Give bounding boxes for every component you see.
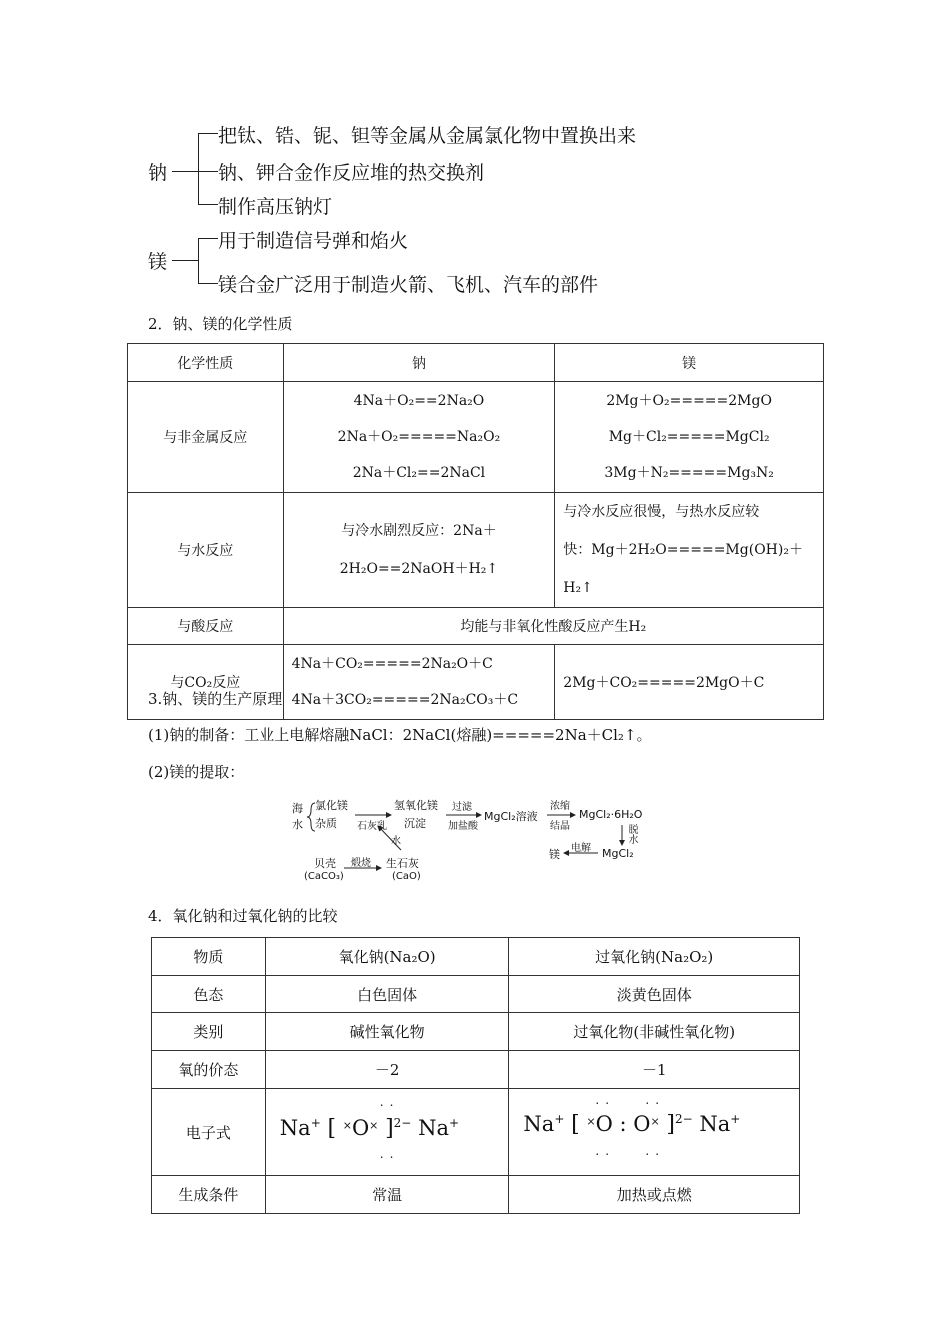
table-cell: 加热或点燃 [509, 1176, 800, 1214]
table-row [128, 608, 824, 645]
sodium-use-2: 钠、钾合金作反应堆的热交换剂 [218, 162, 485, 184]
row-label: 生成条件 [152, 1176, 266, 1214]
mgcl2-anhydrous: MgCl₂ [602, 847, 634, 860]
sea-label-1: 海 [292, 802, 303, 815]
equation: 4Na＋CO₂=====2Na₂O＋C [291, 656, 493, 672]
section3-line1: (1)钠的制备：工业上电解熔融NaCl：2NaCl(熔融)=====2Na＋Cl₂↑。 [148, 726, 652, 744]
caco3-label: (CaCO₃) [304, 871, 344, 882]
electron-dots: .. [379, 1095, 400, 1109]
electrolysis-label: 电解 [571, 843, 591, 854]
magnesium-use-1: 用于制造信号弹和焰火 [218, 230, 409, 252]
shell-label: 贝壳 [314, 857, 336, 870]
row-label: 色态 [152, 976, 266, 1013]
equation: Mg＋Cl₂=====MgCl₂ [608, 429, 770, 445]
equation: 与冷水剧烈反应：2Na＋ [341, 523, 497, 539]
precipitate: 沉淀 [404, 817, 426, 830]
na-cell [283, 382, 555, 493]
table-cell: 淡黄色固体 [509, 976, 800, 1013]
water-label: 水 [391, 836, 401, 847]
acid-label: 加盐酸 [448, 821, 478, 832]
na-cell [283, 645, 555, 720]
equation: 2Mg＋O₂=====2MgO [606, 393, 772, 409]
table-cell: 常温 [265, 1176, 509, 1214]
header-cell: 镁 [555, 344, 824, 382]
sodium-use-1: 把钛、锆、铌、钽等金属从金属氯化物中置换出来 [218, 125, 637, 147]
section3-line2: (2)镁的提取： [148, 763, 245, 781]
electron-dots: .. [645, 1093, 666, 1107]
header-cell: 过氧化钠(Na₂O₂) [509, 938, 800, 976]
quicklime-label: 生石灰 [386, 857, 419, 870]
row-label: 类别 [152, 1013, 266, 1051]
na2o2-electron-formula [509, 1089, 800, 1176]
header-cell: 化学性质 [128, 344, 284, 382]
table-row [152, 976, 800, 1013]
row-label: 与酸反应 [128, 608, 284, 645]
equation: 快：Mg＋2H₂O=====Mg(OH)₂＋H₂↑ [563, 542, 803, 596]
table-header-row [128, 344, 824, 382]
equation: 4Na＋3CO₂=====2Na₂CO₃＋C [291, 692, 519, 708]
magnesium-extraction-flow [288, 788, 668, 888]
magnesium-label: 镁 [148, 251, 168, 273]
row-label: 与CO₂反应 [128, 645, 284, 720]
header-cell: 氧化钠(Na₂O) [265, 938, 509, 976]
impurity: 杂质 [315, 817, 337, 830]
crystallize-label: 结晶 [550, 821, 570, 832]
table-row [128, 382, 824, 493]
sodium-use-3: 制作高压钠灯 [218, 196, 333, 218]
section3-title: 3.钠、镁的生产原理 [148, 690, 283, 708]
table-row [152, 1013, 800, 1051]
chemical-properties-table [127, 343, 824, 720]
mg-cell [555, 493, 824, 608]
equation: 2Mg＋CO₂=====2MgO＋C [563, 675, 765, 691]
header-cell: 物质 [152, 938, 266, 976]
table-header-row [152, 938, 800, 976]
na-cell [283, 493, 555, 608]
electron-dots: .. [379, 1147, 400, 1161]
mg-cell [555, 382, 824, 493]
dehydrate-label: 脱水 [626, 824, 637, 844]
mgcl2-hydrate: MgCl₂·6H₂O [579, 808, 643, 821]
table-cell: －2 [265, 1051, 509, 1089]
mgoh2: 氢氧化镁 [394, 799, 438, 812]
electron-formula-na2o2: Na+ [ ×O : O× ]$^{2-}$ Na+ [523, 1112, 741, 1137]
electron-dots: .. [595, 1093, 616, 1107]
row-label: 与非金属反应 [128, 382, 284, 493]
equation: 2Na＋Cl₂==2NaCl [352, 465, 486, 481]
row-label: 与水反应 [128, 493, 284, 608]
mgcl2-mix: 氯化镁 [315, 799, 348, 812]
cao-label: (CaO) [392, 871, 421, 882]
filter-label: 过滤 [452, 802, 472, 813]
merged-cell: 均能与非氧化性酸反应产生H₂ [283, 608, 823, 645]
magnesium-product: 镁 [549, 848, 560, 861]
table-cell: 过氧化物(非碱性氧化物) [509, 1013, 800, 1051]
equation: 2H₂O==2NaOH＋H₂↑ [339, 561, 499, 577]
section2-title: 2．钠、镁的化学性质 [148, 315, 293, 333]
lime-milk-label: 石灰乳 [357, 821, 387, 832]
electron-dots: .. [595, 1144, 616, 1158]
row-label: 电子式 [152, 1089, 266, 1176]
mg-cell [555, 645, 824, 720]
table-row [152, 1089, 800, 1176]
table-row [128, 493, 824, 608]
section4-title: 4．氧化钠和过氧化钠的比较 [148, 907, 338, 925]
equation: 与冷水反应很慢，与热水反应较 [563, 504, 760, 520]
sea-label-2: 水 [292, 818, 303, 831]
na2o-electron-formula [265, 1089, 509, 1176]
electron-dots: .. [645, 1144, 666, 1158]
calcine-label: 煅烧 [351, 858, 371, 869]
concentrate-label: 浓缩 [550, 801, 570, 812]
magnesium-use-2: 镁合金广泛用于制造火箭、飞机、汽车的部件 [218, 274, 599, 296]
table-row [152, 1176, 800, 1214]
table-cell: 碱性氧化物 [265, 1013, 509, 1051]
table-cell: －1 [509, 1051, 800, 1089]
row-label: 氧的价态 [152, 1051, 266, 1089]
equation: 3Mg＋N₂=====Mg₃N₂ [604, 465, 774, 481]
sodium-label: 钠 [148, 162, 168, 184]
oxide-comparison-table [151, 937, 800, 1214]
table-row [152, 1051, 800, 1089]
equation: 2Na＋O₂=====Na₂O₂ [337, 429, 501, 445]
header-cell: 钠 [283, 344, 555, 382]
mgcl2-solution: MgCl₂溶液 [484, 810, 538, 823]
table-cell: 白色固体 [265, 976, 509, 1013]
electron-formula-na2o: Na+ [ ×O× ]$^{2-}$ Na+ [279, 1116, 460, 1141]
equation: 4Na＋O₂==2Na₂O [353, 393, 485, 409]
